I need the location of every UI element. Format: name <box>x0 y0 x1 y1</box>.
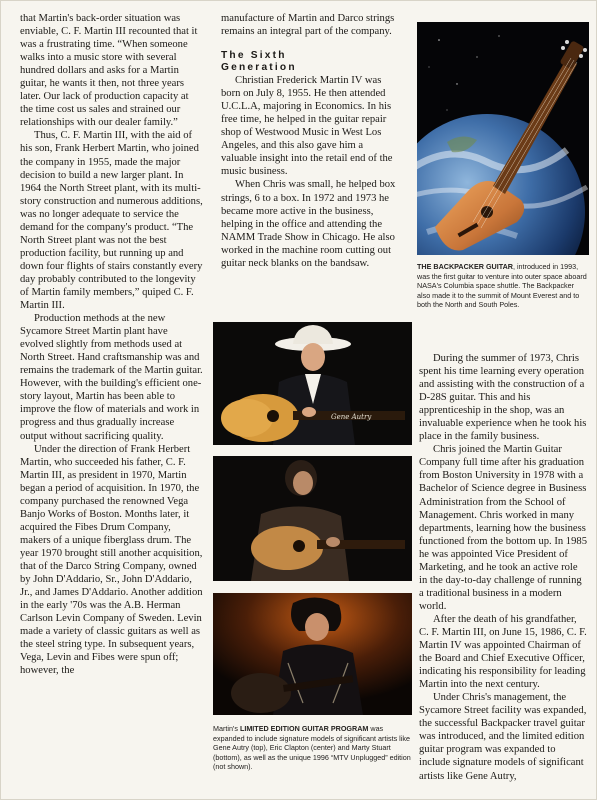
backpacker-guitar-illustration <box>417 22 589 255</box>
caption-lead: THE BACKPACKER GUITAR <box>417 262 513 271</box>
paragraph: Under Chris's management, the Sycamore Street facility was expanded, the successful Backpacker travel guitar was introduced, and the limited edition guitar program was expanded to include signature models of significant artists like Gene Autry, <box>419 692 587 782</box>
paragraph: Under the direction of Frank Herbert Martin, who succeeded his father, C. F. Martin III, as president in 1970, Martin began a period of acquisition. In 1970, the company purchased the renowned Vega Banjo Works of Boston. Months later, it acquired the Fibes Drum Company, makers of a unique fiberglass drum. The year 1970 brought still another acquisition, that of the Darco String Company, owned by John D'Addario, Sr., John D'Addario, Jr., and James D'Addario. Another addition in the early '70s was the A.B. Herman Carlson Levin Company of Sweden. Levin made a variety of classic guitars as well as the steel string type. In subsequent years, Vega, Levin and Fibes were spun off; however, the <box>20 443 203 677</box>
caption-text: , introduced in 1993, was the first guitar to venture into outer space aboard NASA's Columbia space shuttle. The Backpacker also made it to the summit of Mount Everest and to both the North and South Poles. <box>417 262 587 310</box>
article-column-3 <box>419 352 587 783</box>
paragraph: Christian Frederick Martin IV was born on July 8, 1955. He then attended U.C.L.A, majoring in Economics. In his free time, he helped in the guitar repair shop of Westwood Music in West Los Angeles, and this also gave him a valuable insight into the retail end of the music business. <box>221 75 393 178</box>
backpacker-caption <box>417 262 589 310</box>
caption-text: was expanded to include signature models of significant artists like Gene Autry (top), Eric Clapton (center) and Marty Stuart (bottom), as well as the unique 1996 “MTV Unplugged” edition (not shown). <box>213 724 411 772</box>
marty-stuart-photo <box>213 593 412 715</box>
eric-clapton-photo <box>213 456 412 581</box>
paragraph: When Chris was small, he helped box strings, 6 to a box. In 1972 and 1973 he became more active in the business, helping in the office and attending the NAMM Trade Show in Chicago. He also worked in the machine room cutting out guitar neck blanks on the bandsaw. <box>221 179 396 269</box>
paragraph: manufacture of Martin and Darco strings remains an integral part of the company. <box>221 13 395 38</box>
caption-lead: LIMITED EDITION GUITAR PROGRAM <box>239 724 369 733</box>
caption-pre: Martin's <box>213 724 240 733</box>
backpacker-guitar-photo <box>417 22 589 255</box>
paragraph: Chris joined the Martin Guitar Company full time after his graduation from Boston University in 1978 with a Bachelor of Science degree in Business Administration from the School of Management. Chris worked in many departments, learning how the business functioned from the bottom up. In 1985 he was appointed Vice President of Marketing, and he took an active role in the day-to-day challenge of running a traditional business in a modern world. <box>419 444 587 612</box>
paragraph: After the death of his grandfather, C. F. Martin III, on June 15, 1986, C. F. Martin IV was appointed Chairman of the Board and Chief Executive Officer, indicating his responsibility for leading Martin into the next century. <box>419 613 587 691</box>
gene-autry-photo <box>213 322 412 445</box>
paragraph: that Martin's back-order situation was enviable, C. F. Martin III recounted that it was a frustrating time. “When someone walks into a music store with several hundred dollars and asks for a Martin guitar, he wants it then, not three years later. Our lack of production capacity at the time cost us sales and strained our relationships with our dealer family.” <box>20 13 198 129</box>
section-heading-line-1: The Sixth <box>221 50 287 62</box>
eric-clapton-illustration <box>213 456 412 581</box>
guitar-inlay-text: Gene Autry <box>331 413 372 421</box>
article-column-1 <box>20 12 203 677</box>
gene-autry-illustration <box>213 322 412 445</box>
section-heading <box>221 50 401 74</box>
limited-edition-caption <box>213 724 412 772</box>
paragraph: Production methods at the new Sycamore Street Martin plant have evolved slightly from methods used at North Street. Hand craftsmanship was and remains the trademark of the Martin guitar. However, with the building's efficient one-story layout, Martin has been able to improve the flow of materials and work in progress and thus gradually increase output without sacrificing quality. <box>20 313 203 442</box>
paragraph: During the summer of 1973, Chris spent his time learning every operation and assisting with the construction of a D-28S guitar. This and his apprenticeship in the shop, was an invaluable experience when he took his place in the family business. <box>419 353 587 443</box>
marty-stuart-illustration <box>213 593 412 715</box>
section-heading-line-2: Generation <box>221 62 297 74</box>
article-column-2 <box>221 12 401 270</box>
paragraph: Thus, C. F. Martin III, with the aid of his son, Frank Herbert Martin, who joined the company in 1955, made the major decision to build a new larger plant. In 1964 the North Street plant, with its multi-story construction and numerous additions, was no longer adequate to service the demand for the company's product. “The North Street plant was not the best production facility, but running up and down four flights of stairs constantly every day probably contributed to the longevity of Martin family members,” quiped C. F. Martin III. <box>20 130 203 312</box>
